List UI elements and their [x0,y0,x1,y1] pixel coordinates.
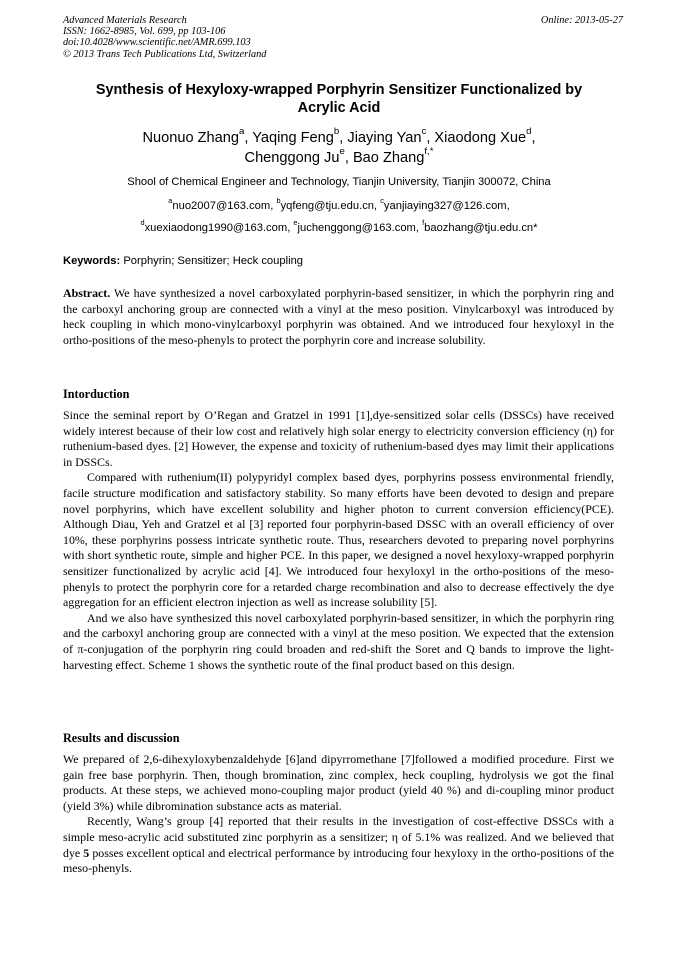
author-name: Jiaying Yan [347,130,422,146]
author-sup: c [421,126,427,138]
email-sup: a [168,195,173,205]
email-address: yqfeng@tju.edu.cn [280,200,375,212]
email-sup: c [380,195,384,205]
author-sup: f,* [424,146,434,158]
author-sup: e [339,146,345,158]
email-line-2: $^d$xuexiaodong1990@163.com, $^e$juchenggong@163.com, $^f$baozhang@tju.edu.cn* [140,217,538,234]
journal-header [63,15,623,60]
journal-doi: doi:10.4028/www.scientific.net/AMR.699.103 [63,37,251,49]
author-name: Bao Zhang [352,150,425,166]
email-sup: f [422,217,425,227]
keywords-text: Porphyrin; Sensitizer; Heck coupling [123,255,304,267]
journal-issn: ISSN: 1662-8985, Vol. 699, pp 103-106 [63,26,226,38]
author-sup: a [239,126,245,138]
email-address: yanjiaying327@126.com [383,200,507,212]
results-paragraph-1: We prepared of 2,6-dihexyloxybenzaldehyde [6]and dipyrromethane [7]followed a modified procedure. First we gain free base porphyrin. Then, though bromination, zinc complex, heck coupling, hydrolysis we got the final products. At these steps, we achieved mono-coupling major product (yield 40 %) and di-coupling minor product (yield 3%) while dibromination substance acts as material. [63,752,614,813]
results-body [63,752,614,877]
author-sup: b [333,126,340,138]
results-p2-post: posses excellent optical and electrical performance by introducing four hexyloxy in the ortho-positions of the meso-phenyls. [63,845,614,876]
email-line-1: $^a$nuo2007@163.com, $^b$yqfeng@tju.edu.cn, $^c$yanjiaying327@126.com, [168,195,510,212]
intro-paragraph-1: Since the seminal report by O’Regan and Gratzel in 1991 [1],dye-sensitized solar cells (DSSCs) have received widely interest because of their low cost and relatively high solar energy to electricity conversion efficiency (η) for ruthenium-based dyes. [2] However, the expense and toxicity of ruthenium-based dyes may limit their applications in DSSCs. [63,408,614,469]
author-name: Nuonuo Zhang [142,130,240,146]
email-sup: e [293,217,298,227]
author-list [50,128,628,168]
author-sup: d [526,126,532,138]
results-paragraph-2 [63,814,614,876]
author-name: Chenggong Ju [244,150,340,166]
email-sup: b [276,195,281,205]
intro-heading: Intorduction [63,387,130,401]
author-line-2: Chenggong Ju$^e$, Bao Zhang$^{f,*}$ [244,146,434,166]
title-line-2: Acrylic Acid [297,100,381,116]
journal-name: Advanced Materials Research [63,15,187,26]
author-line-1: Nuonuo Zhang$^a$, Yaqing Feng$^b$, Jiaying Yan$^c$, Xiaodong Xue$^d$, [142,126,536,146]
journal-copyright: © 2013 Trans Tech Publications Ltd, Switzerland [63,48,267,60]
abstract-label: Abstract. [63,286,111,300]
results-heading: Results and discussion [63,731,180,745]
dye-number: 5 [83,845,90,860]
email-sup: d [140,217,145,227]
author-name: Xiaodong Xue [434,130,527,146]
keywords-label: Keywords: [63,255,121,267]
intro-paragraph-3: And we also have synthesized this novel carboxylated porphyrin-based sensitizer, in which the porphyrin ring and the carboxyl anchoring group are connected with a vinyl at the meso position. We expected that the extension of π-conjugation of the porphyrin ring could broaden and red-shift the Soret and Q bands to improve the light-harvesting effect. Scheme 1 shows the synthetic route of the final product based on this design. [63,610,614,672]
email-address: juchenggong@163.com [297,222,416,234]
email-list [50,195,628,239]
intro-paragraph-2: Compared with ruthenium(II) polypyridyl complex based dyes, porphyrins possess environmental friendly, facile structure modification and satisfactory stability. So many efforts have been devoted to design and prepare novel porphyrins, which have excellent solubility and higher photon to current conversion efficiency(PCE). Although Diau, Yeh and Gratzel et al [3] reported four porphyrin-based DSSC with an overall efficiency of over 10%, these porphyrins possess intricate synthetic route. Thus, researchers devoted to preparing novel porphyrins with short synthetic route, simple and higher PCE. In this paper, we designed a novel hexyloxy-wrapped porphyrin sensitizer functionalized by acrylic acid [4]. We introduced four hexyloxyl in the ortho-positions of the meso-phenyls to protect the porphyrin core for a retarded charge recombination and also to decrease effectively the dye aggregation for an efficient electron injection as well as increase solubility [5]. [63,470,614,610]
abstract [63,286,614,348]
email-address: baozhang@tju.edu.cn* [424,222,538,234]
abstract-text: We have synthesized a novel carboxylated porphyrin-based sensitizer, in which the porphyrin ring and the carboxyl anchoring group are connected with a vinyl at the meso position. Vinylcarboxyl was introduced by heck coupling in which mono-vinylcarboxyl porphyrin was obtained. And we introduced four hexyloxyl in the ortho-positions of the meso-phenyls to protect the porphyrin core and increase solubility. [63,286,615,347]
intro-body [63,408,614,673]
email-address: xuexiaodong1990@163.com [144,222,288,234]
keywords [63,254,618,268]
results-p2-pre: Recently, Wang’s group [4] reported that their results in the investigation of cost-effective DSSCs with a simple meso-acrylic acid substituted zinc porphyrin as a sensitizer; η of 5.1% was realized. And we believed that dye [63,814,614,860]
online-date: Online: 2013-05-27 [540,15,623,26]
paper-title [50,81,628,117]
email-address: nuo2007@163.com [172,200,271,212]
title-line-1: Synthesis of Hexyloxy-wrapped Porphyrin Sensitizer Functionalized by [95,82,583,98]
affiliation: Shool of Chemical Engineer and Technology, Tianjin University, Tianjin 300072, China [127,176,551,188]
author-name: Yaqing Feng [252,130,334,146]
